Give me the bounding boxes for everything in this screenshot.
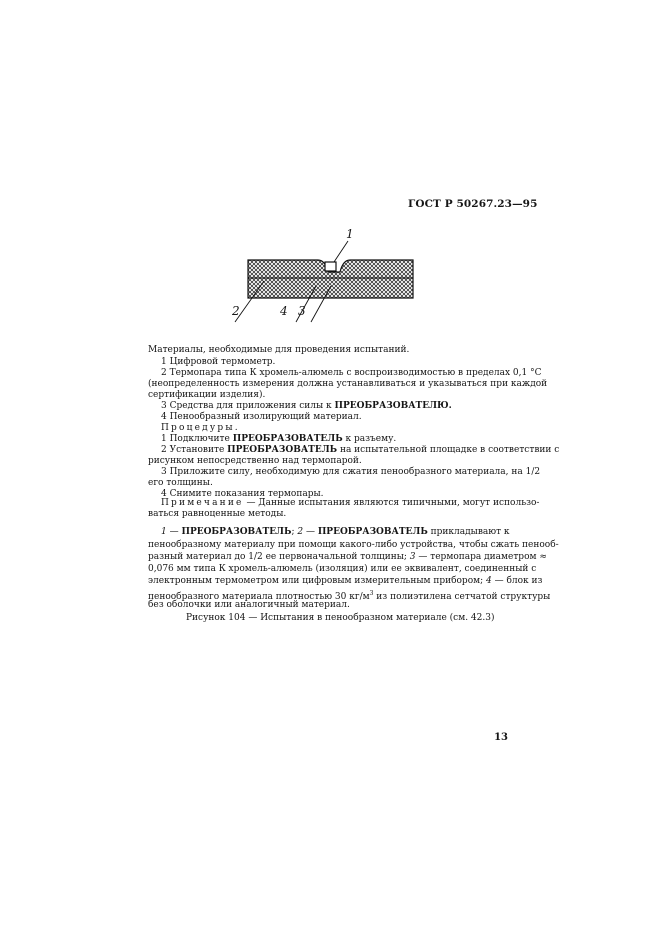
legend-line-7: без оболочки или аналогичный материал. xyxy=(148,600,350,610)
legend-line-4: 0,076 мм типа К хромель-алюмель (изоляция) или ее эквивалент, соединенный с xyxy=(148,564,537,574)
materials-item-3: 3 Средства для приложения силы к ПРЕОБРАЗОВАТЕЛЮ. xyxy=(161,401,452,411)
materials-heading: Материалы, необходимые для проведения испытаний. xyxy=(148,345,410,355)
procedure-step-4: 4 Снимите показания термопары. xyxy=(161,489,324,499)
procedure-heading: Процедуры. xyxy=(161,423,240,433)
figure-label-2: 2 xyxy=(232,304,240,318)
figure-label-3: 3 xyxy=(298,304,306,318)
procedure-note-cont: ваться равноценные методы. xyxy=(148,509,287,519)
legend-line-2: пенообразному материалу при помощи какого-либо устройства, чтобы сжать пенооб- xyxy=(148,540,559,550)
procedure-step-3-cont: его толщины. xyxy=(148,478,213,488)
materials-item-2-cont2: сертификации изделия). xyxy=(148,390,266,400)
procedure-step-2: 2 Установите ПРЕОБРАЗОВАТЕЛЬ на испытательной площадке в соответствии с xyxy=(161,445,560,455)
procedure-note: Примечание — Данные испытания являются типичными, могут использо- xyxy=(161,498,540,508)
page-number: 13 xyxy=(494,732,508,743)
procedure-step-3: 3 Приложите силу, необходимую для сжатия пенообразного материала, на 1/2 xyxy=(161,467,541,477)
transducer xyxy=(325,262,336,271)
materials-item-4: 4 Пенообразный изолирующий материал. xyxy=(161,412,362,422)
legend-line-6: пенообразного материала плотностью 30 $кг/м^3$ из полиэтилена сетчатой структуры xyxy=(148,590,551,602)
materials-item-2: 2 Термопара типа К хромель-алюмель с воспроизводимостью в пределах 0,1 °С xyxy=(161,368,542,378)
figure-caption: Рисунок 104 — Испытания в пенообразном материале (см. 42.3) xyxy=(186,613,495,623)
figure-label-1: 1 xyxy=(346,227,354,241)
legend-line-3: разный материал до 1/2 ее первоначальной толщины; 3 — термопара диаметром ≈ xyxy=(148,552,547,562)
materials-item-1: 1 Цифровой термометр. xyxy=(161,357,276,367)
foam-diagram xyxy=(228,226,428,326)
procedure-step-2-cont: рисунком непосредственно над термопарой. xyxy=(148,456,362,466)
legend-line-5: электронным термометром или цифровым измерительным прибором; 4 — блок из xyxy=(148,576,543,586)
procedure-step-1: 1 Подключите ПРЕОБРАЗОВАТЕЛЬ к разъему. xyxy=(161,434,397,444)
figure-label-4: 4 xyxy=(280,304,288,318)
document-code: ГОСТ Р 50267.23—95 xyxy=(408,198,538,210)
figure-foam-test xyxy=(228,226,428,326)
materials-item-2-cont: (неопределенность измерения должна устанавливаться и указываться при каждой xyxy=(148,379,548,389)
legend-line-1: 1 — ПРЕОБРАЗОВАТЕЛЬ; 2 — ПРЕОБРАЗОВАТЕЛЬ прикладывают к xyxy=(161,527,510,537)
